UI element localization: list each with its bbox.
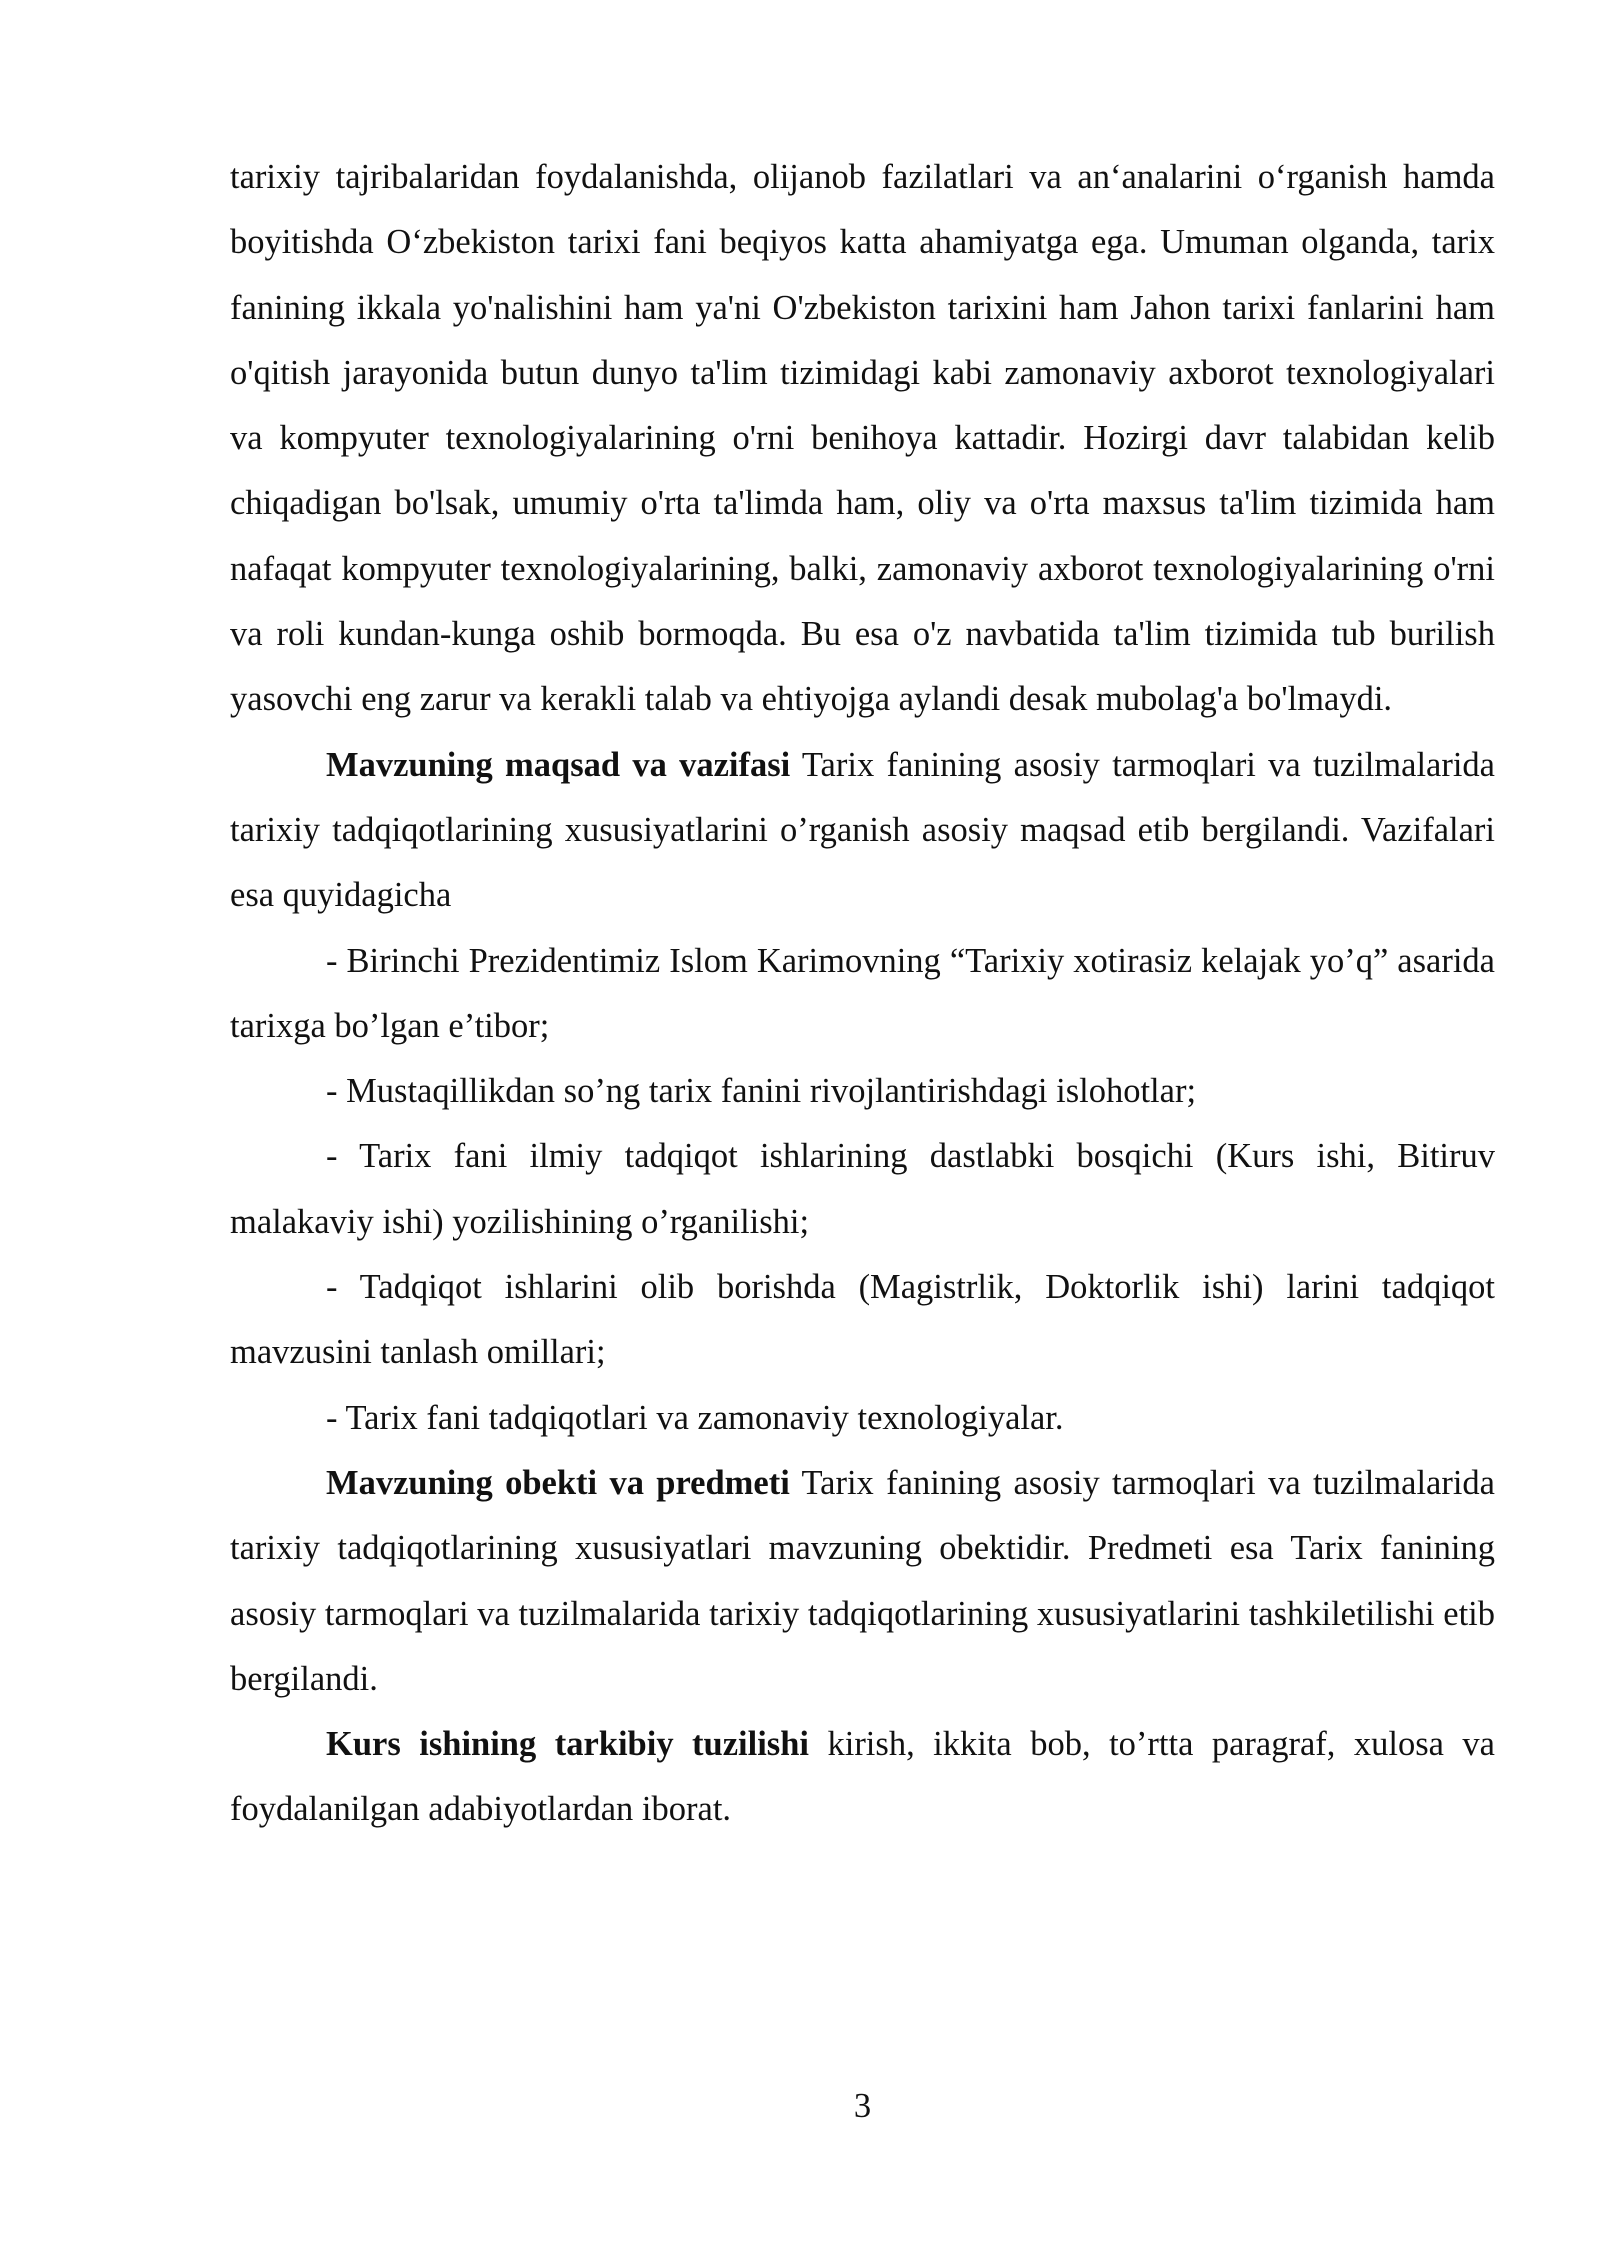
paragraph-goal-and-tasks	[230, 733, 1495, 929]
task-item-3: - Tarix fani ilmiy tadqiqot ishlarining dastlabki bosqichi (Kurs ishi, Bitiruv malakaviy ishi) yozilishining o’rganilishi;	[230, 1137, 1495, 1241]
paragraph-object-and-subject-text: Tarix fanining asosiy tarmoqlari va tuzilmalarida tarixiy tadqiqotlarining xususiyatlari mavzuning obektidir. Predmeti esa Tarix fanining asosiy tarmoqlari va tuzilmalarida tarixiy tadqiqotlarining xususiyatlarini tashkiletilishi etib bergilandi.	[230, 1463, 1495, 1698]
paragraph-object-and-subject	[230, 1451, 1495, 1712]
heading-object-and-subject: Mavzuning obekti va predmeti	[326, 1463, 790, 1502]
paragraph-intro: tarixiy tajribalaridan foydalanishda, olijanob fazilatlari va an‘analarini o‘rganish hamda boyitishda O‘zbekiston tarixi fani beqiyos katta ahamiyatga ega. Umuman olganda, tarix fanining ikkala yo'nalishini ham ya'ni O'zbekiston tarixini ham Jahon tarixi fanlarini ham o'qitish jarayonida butun dunyo ta'lim tizimidagi kabi zamonaviy axborot texnologiyalari va kompyuter texnologiyalarining o'rni benihoya kattadir. Hozirgi davr talabidan kelib chiqadigan bo'lsak, umumiy o'rta ta'limda ham, oliy va o'rta maxsus ta'lim tizimida ham nafaqat kompyuter texnologiyalarining, balki, zamonaviy axborot texnologiyalarining o'rni va roli kundan-kunga oshib bormoqda. Bu esa o'z navbatida ta'lim tizimida tub burilish yasovchi eng zarur va kerakli talab va ehtiyojga aylandi desak mubolag'a bo'lmaydi.	[230, 158, 1495, 719]
paragraph-goal-and-tasks-text: Tarix fanining asosiy tarmoqlari va tuzilmalarida tarixiy tadqiqotlarining xususiyatlarini o’rganish asosiy maqsad etib bergilandi. Vazifalari esa quyidagicha	[230, 745, 1495, 915]
paragraph-structure	[230, 1712, 1495, 1843]
document-body	[230, 145, 1495, 1843]
heading-goal-and-tasks: Mavzuning maqsad va vazifasi	[326, 745, 791, 784]
paragraph-structure-text: kirish, ikkita bob, to’rtta paragraf, xulosa va foydalanilgan adabiyotlardan iborat.	[230, 1725, 1495, 1829]
task-item-5: - Tarix fani tadqiqotlari va zamonaviy texnologiyalar.	[326, 1398, 1064, 1437]
task-item-4: - Tadqiqot ishlarini olib borishda (Magistrlik, Doktorlik ishi) larini tadqiqot mavzusini tanlash omillari;	[230, 1268, 1495, 1372]
task-item-2: - Mustaqillikdan so’ng tarix fanini rivojlantirishdagi islohotlar;	[326, 1072, 1197, 1111]
task-item-1: - Birinchi Prezidentimiz Islom Karimovning “Tarixiy xotirasiz kelajak yo’q” asarida tarixga bo’lgan e’tibor;	[230, 941, 1495, 1045]
page-number: 3	[853, 2087, 872, 2125]
heading-structure: Kurs ishining tarkibiy tuzilishi	[326, 1725, 809, 1764]
